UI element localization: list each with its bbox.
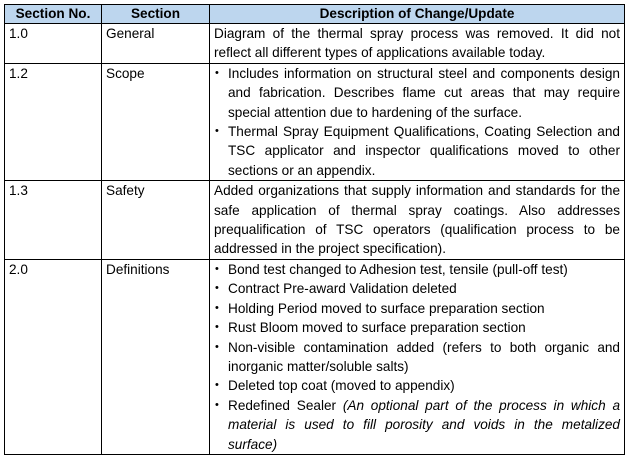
bullet-icon: •	[215, 282, 219, 295]
list-item-text: Rust Bloom moved to surface preparation section	[228, 320, 526, 336]
bullet-list	[214, 260, 620, 454]
section-number: 1.2	[5, 63, 102, 180]
sealer-definition-note: (An optional part of the process in which a material is used to fill porosity and voids in the metalized surface)	[228, 397, 621, 452]
table-row-safety	[5, 181, 625, 260]
bullet-icon: •	[215, 321, 219, 334]
list-item	[214, 396, 620, 454]
list-item-text: Includes information on structural steel and components design and fabrication. Describes flame cut areas that may require special attention due to hardening of the surface.	[228, 65, 620, 120]
header-row	[5, 5, 625, 24]
bullet-icon: •	[215, 125, 219, 138]
bullet-icon: •	[215, 379, 219, 392]
list-item	[214, 122, 620, 180]
list-item-text: Redefined Sealer	[228, 397, 337, 413]
list-item	[214, 299, 620, 318]
list-item	[214, 376, 620, 395]
table-row-definitions	[5, 259, 625, 454]
header-description: Description of Change/Update	[210, 5, 625, 24]
bullet-icon: •	[215, 66, 219, 79]
bullet-list	[214, 64, 620, 180]
section-name: General	[102, 24, 210, 64]
section-number: 2.0	[5, 259, 102, 454]
table-row-general	[5, 24, 625, 64]
list-item-text: Thermal Spray Equipment Qualifications, Coating Selection and TSC applicator and inspector qualifications moved to other sections or an appendix.	[228, 124, 620, 178]
table-row-scope	[5, 63, 625, 180]
list-item	[214, 260, 620, 279]
change-description: Added organizations that supply information and standards for the safe application of thermal spray coatings. Also addresses prequalification of TSC operators (qualification process to be addressed in the project specification).	[210, 181, 625, 260]
section-name: Safety	[102, 181, 210, 260]
list-item-text: Bond test changed to Adhesion test, tensile (pull-off test)	[228, 261, 568, 277]
header-section-no: Section No.	[5, 5, 102, 24]
bullet-icon: •	[215, 340, 219, 353]
section-name: Definitions	[102, 259, 210, 454]
change-description	[210, 259, 625, 454]
section-number: 1.0	[5, 24, 102, 64]
section-number: 1.3	[5, 181, 102, 260]
change-description	[210, 63, 625, 180]
list-item-text: Deleted top coat (moved to appendix)	[228, 378, 455, 394]
change-description: Diagram of the thermal spray process was removed. It did not reflect all different types of applications available today.	[210, 24, 625, 64]
list-item	[214, 318, 620, 337]
list-item-text: Non-visible contamination added (refers to both organic and inorganic matter/soluble salts)	[228, 339, 620, 374]
bullet-icon: •	[215, 262, 219, 275]
list-item	[214, 279, 620, 298]
section-name: Scope	[102, 63, 210, 180]
list-item-text: Holding Period moved to surface preparation section	[228, 300, 545, 316]
bullet-icon: •	[215, 301, 219, 314]
bullet-icon: •	[215, 398, 219, 411]
list-item	[214, 64, 620, 122]
change-table	[4, 4, 625, 455]
list-item-text: Contract Pre-award Validation deleted	[228, 281, 457, 297]
header-section: Section	[102, 5, 210, 24]
list-item	[214, 338, 620, 377]
